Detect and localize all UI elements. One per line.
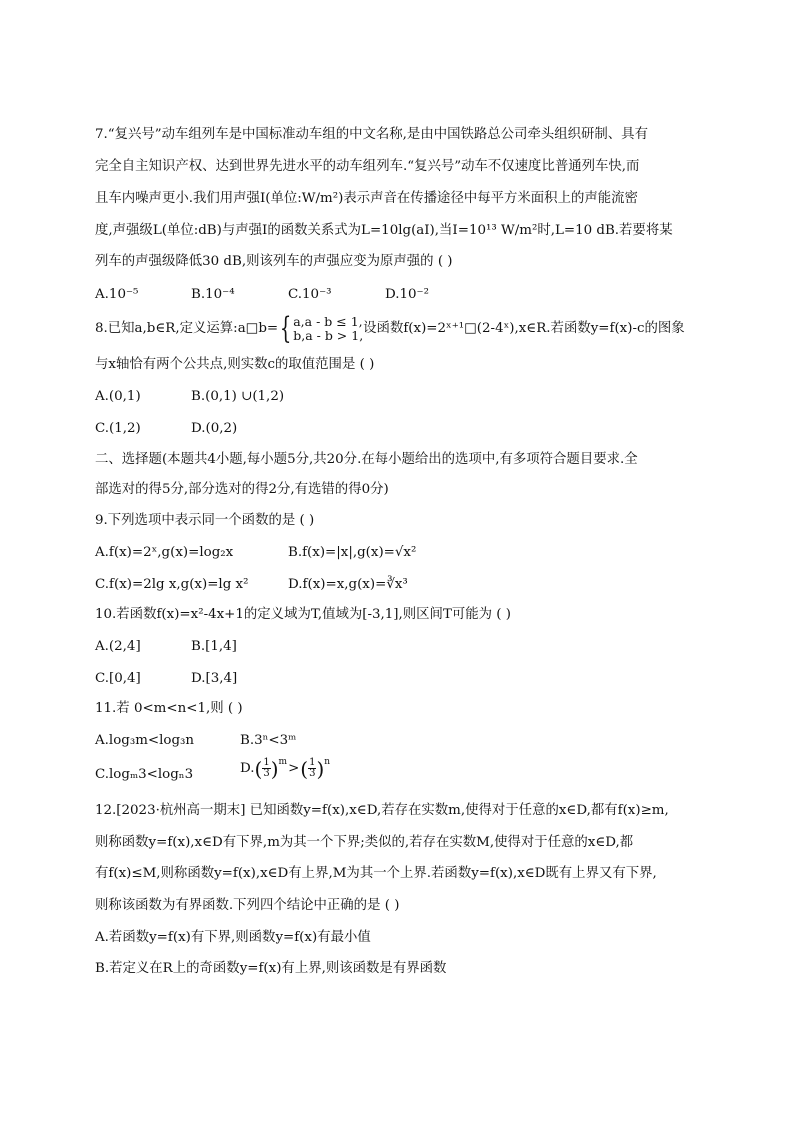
fraction-denominator: 3 (263, 768, 270, 779)
right-paren: ) (270, 756, 279, 781)
fraction-one-third (308, 758, 316, 779)
q7-option-a: A.10⁻⁵ (95, 287, 139, 302)
q8-option-b: B.(0,1) ∪(1,2) (191, 389, 285, 404)
q12-line4: 则称该函数为有界函数.下列四个结论中正确的是 ( ) (95, 898, 400, 913)
fraction-denominator: 3 (309, 768, 316, 779)
q8-line2: 与x轴恰有两个公共点,则实数c的取值范围是 ( ) (95, 357, 375, 372)
q10-option-b: B.[1,4] (191, 639, 237, 654)
q8-case-2: b,a - b > 1, (293, 328, 364, 343)
q11-stem: 11.若 0<m<n<1,则 ( ) (95, 701, 243, 716)
q8-option-c: C.(1,2) (95, 421, 141, 436)
q11-option-b: B.3ⁿ<3ᵐ (240, 733, 297, 748)
q10-option-a: A.(2,4] (95, 639, 141, 654)
left-paren: ( (300, 756, 309, 781)
q7-line2: 完全自主知识产权、达到世界先进水平的动车组列车.“复兴号”动车不仅速度比普通列车快,而 (95, 159, 640, 174)
q7-option-b: B.10⁻⁴ (191, 287, 235, 302)
q10-option-c: C.[0,4] (95, 671, 141, 686)
fraction-numerator: 1 (263, 757, 270, 768)
q8-case-1: a,a - b ≤ 1, (293, 314, 363, 329)
q12-option-b: B.若定义在R上的奇函数y=f(x)有上界,则该函数是有界函数 (95, 961, 447, 976)
section2-instructions-line2: 部选对的得5分,部分选对的得2分,有选错的得0分) (95, 482, 389, 497)
q11-option-a: A.log₃m<log₃n (95, 733, 195, 748)
q8-stem-prefix: 8.已知a,b∈R,定义运算:a□b= (95, 321, 279, 336)
q11-option-d: D. ( $\frac{1}{3}$ ) m > ( $\frac{1}{3}$ ) n (240, 756, 331, 781)
q7-option-c: C.10⁻³ (288, 287, 332, 302)
q12-line1: 12.[2023·杭州高一期末] 已知函数y=f(x),x∈D,若存在实数m,使得对于任意的x∈D,都有f(x)≥m, (95, 803, 669, 818)
q8-stem-suffix: 设函数f(x)=2ˣ⁺¹□(2-4ˣ),x∈R.若函数y=f(x)-c的图象 (363, 321, 685, 336)
q8-option-d: D.(0,2) (191, 421, 238, 436)
section2-instructions-line1: 二、选择题(本题共4小题,每小题5分,共20分.在每小题给出的选项中,有多项符合题目要求.全 (95, 452, 638, 467)
q7-line1: 7.“复兴号”动车组列车是中国标准动车组的中文名称,是由中国铁路总公司牵头组织研制、具有 (95, 127, 648, 142)
q8-line1 (95, 311, 685, 346)
q12-option-a: A.若函数y=f(x)有下界,则函数y=f(x)有最小值 (95, 930, 371, 945)
fraction-numerator: 1 (309, 757, 316, 768)
q11-option-c: C.logₘ3<logₙ3 (95, 767, 194, 782)
q10-stem: 10.若函数f(x)=x²-4x+1的定义域为T,值域为[-3,1],则区间T可能为 ( ) (95, 607, 512, 622)
left-paren: ( (254, 756, 263, 781)
q7-line4: 度,声强级L(单位:dB)与声强I的函数关系式为L=10lg(aI),当I=10¹³ W/m²时,L=10 dB.若要将某 (95, 223, 673, 238)
q8-piecewise-cases (293, 315, 363, 343)
q7-line5: 列车的声强级降低30 dB,则该列车的声强应变为原声强的 ( ) (95, 254, 453, 269)
q12-line2: 则称函数y=f(x),x∈D有下界,m为其一个下界;类似的,若存在实数M,使得对于任意的x∈D,都 (95, 835, 634, 850)
q11-option-d-prefix: D. (240, 760, 255, 776)
fraction-one-third (262, 758, 270, 779)
q9-option-b: B.f(x)=|x|,g(x)=√x² (288, 545, 417, 560)
left-brace-icon: { (279, 311, 292, 346)
greater-than-sign: > (288, 760, 300, 776)
q9-option-d: D.f(x)=x,g(x)=∛x³ (288, 577, 408, 592)
q8-option-a: A.(0,1) (95, 389, 141, 404)
q10-option-d: D.[3,4] (191, 671, 238, 686)
q9-stem: 9.下列选项中表示同一个函数的是 ( ) (95, 513, 315, 528)
q9-option-c: C.f(x)=2lg x,g(x)=lg x² (95, 577, 249, 592)
right-paren: ) (316, 756, 325, 781)
q12-line3: 有f(x)≤M,则称函数y=f(x),x∈D有上界,M为其一个上界.若函数y=f(x),x∈D既有上界又有下界, (95, 866, 657, 881)
q7-option-d: D.10⁻² (385, 287, 429, 302)
q7-line3: 且车内噪声更小.我们用声强I(单位:W/m²)表示声音在传播途径中每平方米面积上的声能流密 (95, 191, 638, 206)
q9-option-a: A.f(x)=2ˣ,g(x)=log₂x (95, 545, 234, 560)
